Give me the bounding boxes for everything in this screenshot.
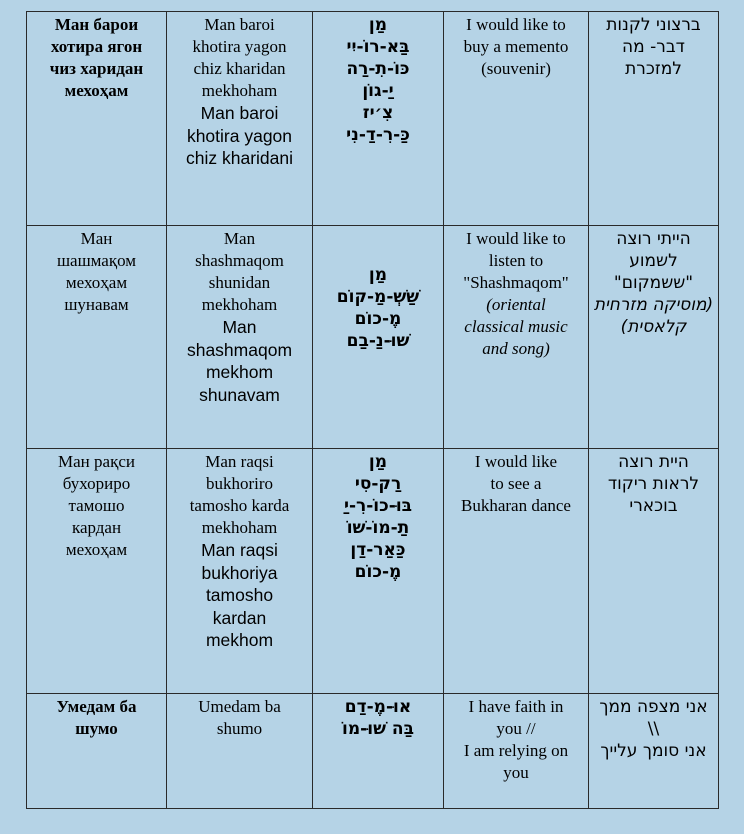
hebrew-translation-cell: אני מצפה ממך \\ אני סומך עלייך bbox=[589, 694, 719, 809]
tajik-cell: Ман шашмақом мехоҳам шунавам bbox=[27, 226, 167, 449]
phrase-row-shashmaqom bbox=[27, 226, 719, 449]
hebrew-pronunciation-cell: אוּ-מֶ-דַם בַּה שׁוּ-מוֹ bbox=[313, 694, 444, 809]
tajik-cell: Ман рақси бухориро тамошо кардан мехоҳам bbox=[27, 449, 167, 694]
english-cell: I would like to buy a memento (souvenir) bbox=[444, 12, 589, 226]
hebrew-pronunciation-cell: מַן שַׁשְׁ-מַ-קוֹם מֶ-כוֹם שׁוּ-נַ-בַם bbox=[313, 226, 444, 449]
english-cell: I would like to listen to "Shashmaqom" (oriental classical music and song) bbox=[444, 226, 589, 449]
hebrew-pronunciation-cell: מַן רַק-סִי בּוּ-כוֹ-רִ-יַ תַ-מוֹ-שׁוֹ כַּאַר-דַן מֶ-כוֹם bbox=[313, 449, 444, 694]
transliteration-cell: Man shashmaqom shunidan mekhoham Man shashmaqom mekhom shunavam bbox=[167, 226, 313, 449]
phrase-row-memento bbox=[27, 12, 719, 226]
tajik-cell: Ман барои хотира ягон чиз харидан мехоҳам bbox=[27, 12, 167, 226]
hebrew-pronunciation-cell: מַן בַּא-רוֹ-יִי כּוֹ-תִ-רַה יַ-גוֹן צִ׳יז כַּ-רִ-דַ-נִי bbox=[313, 12, 444, 226]
transliteration-cell: Umedam ba shumo bbox=[167, 694, 313, 809]
transliteration-cell: Man raqsi bukhoriro tamosho karda mekhoham Man raqsi bukhoriya tamosho kardan mekhom bbox=[167, 449, 313, 694]
hebrew-translation-cell: היית רוצה לראות ריקוד בוכארי bbox=[589, 449, 719, 694]
phrase-row-bukharan-dance bbox=[27, 449, 719, 694]
tajik-cell: Умедам ба шумо bbox=[27, 694, 167, 809]
phrase-row-faith bbox=[27, 694, 719, 809]
phrasebook-table bbox=[26, 11, 719, 809]
hebrew-translation-cell: ברצוני לקנות דבר- מה למזכרת bbox=[589, 12, 719, 226]
english-cell: I would like to see a Bukharan dance bbox=[444, 449, 589, 694]
transliteration-cell: Man baroi khotira yagon chiz kharidan mekhoham Man baroi khotira yagon chiz kharidani bbox=[167, 12, 313, 226]
hebrew-translation-cell: הייתי רוצה לשמוע "ששמקום" (מוסיקה מזרחית קלאסית) bbox=[589, 226, 719, 449]
english-cell: I have faith in you // I am relying on you bbox=[444, 694, 589, 809]
